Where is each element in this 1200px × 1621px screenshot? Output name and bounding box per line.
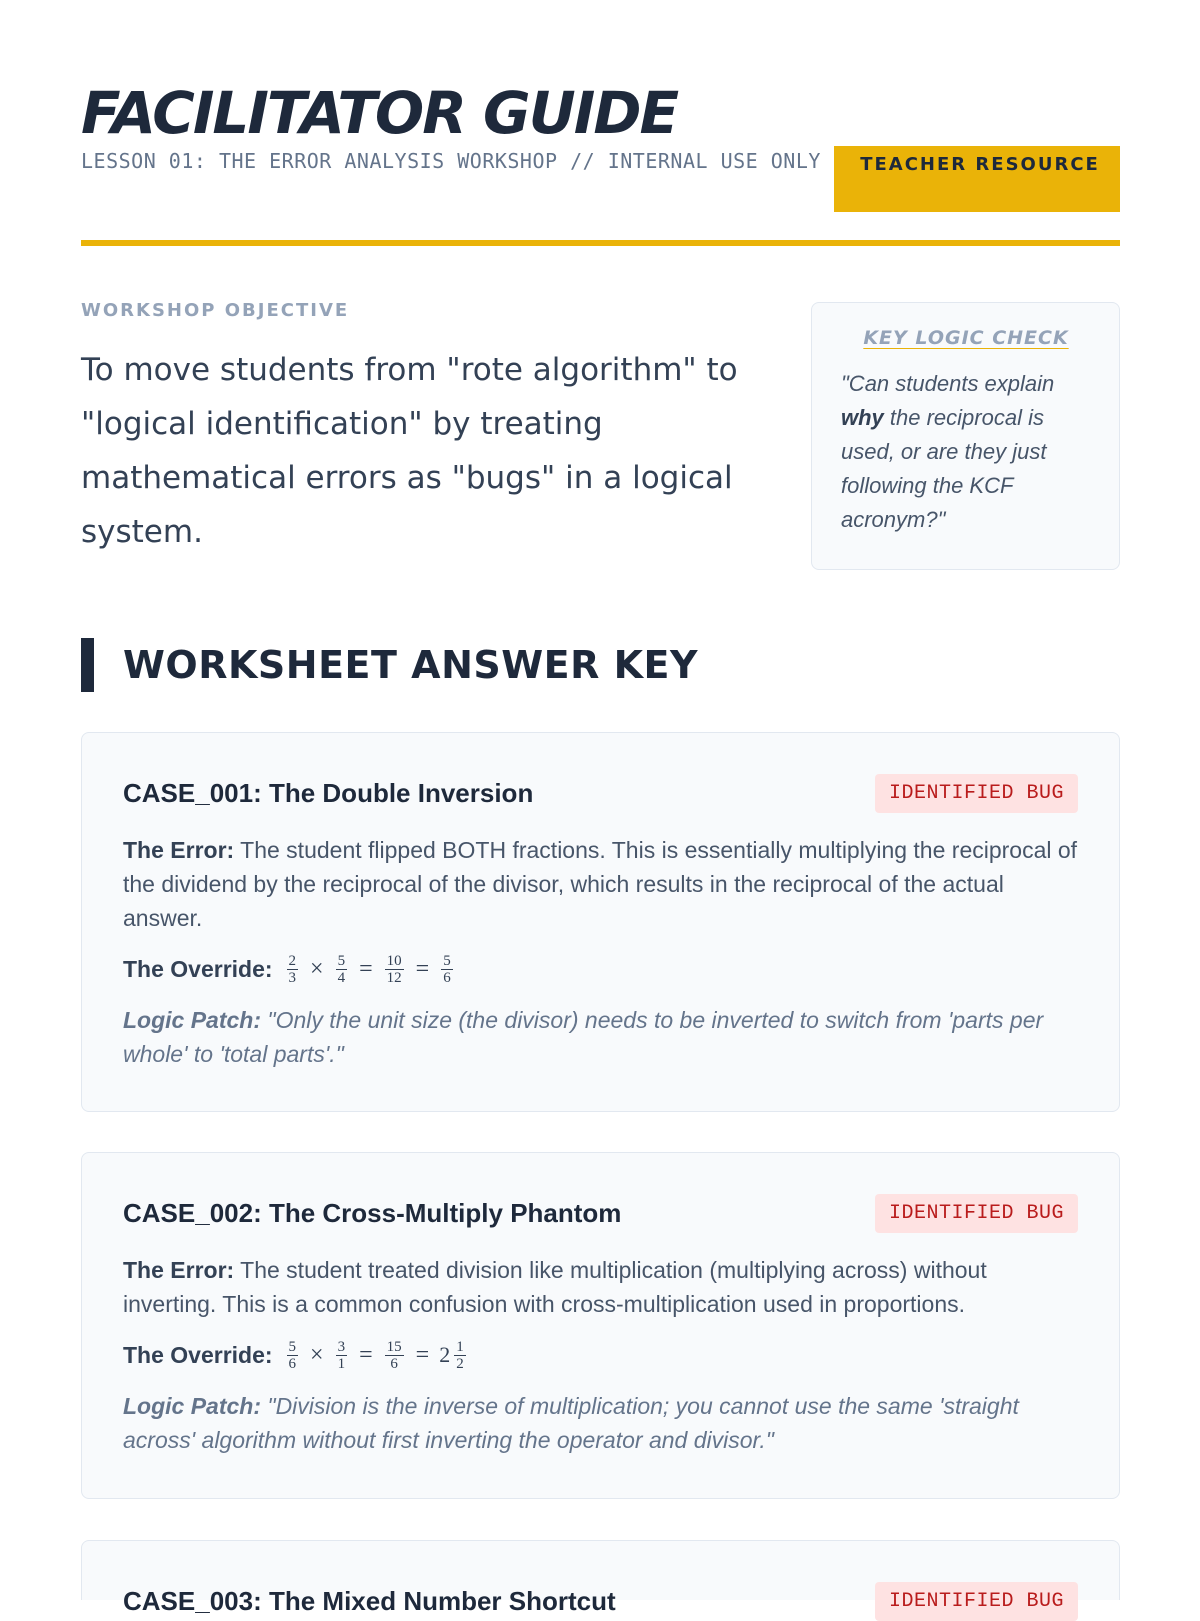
case-card-001	[81, 732, 1120, 1112]
section-title: WORKSHEET ANSWER KEY	[123, 643, 699, 687]
case-header	[123, 773, 1078, 813]
error-label: The Error:	[123, 837, 235, 863]
case-error	[123, 833, 1078, 935]
error-label: The Error:	[123, 1257, 235, 1283]
override-equation	[285, 953, 455, 986]
case-override	[123, 949, 1078, 989]
fraction	[441, 953, 453, 986]
fraction	[287, 953, 299, 986]
case-logic-patch	[123, 1003, 1078, 1071]
denominator: 1	[337, 1355, 346, 1372]
case-card-003	[81, 1540, 1120, 1616]
case-card-002	[81, 1152, 1120, 1499]
error-text: The student flipped BOTH fractions. This is essentially multiplying the reciprocal of the dividend by the reciprocal of the divisor, which results in the reciprocal of the actual answer.	[123, 837, 1078, 931]
case-title: CASE_001: The Double Inversion	[123, 777, 534, 808]
times-symbol: ×	[310, 1341, 324, 1368]
error-text: The student treated division like multiplication (multiplying across) without inverting. This is a common confusion with cross-multiplication used in proportions.	[123, 1257, 987, 1317]
override-label: The Override:	[123, 955, 273, 982]
fraction	[336, 1339, 348, 1372]
numerator: 15	[386, 1338, 402, 1355]
equals-symbol: =	[415, 1341, 430, 1368]
teacher-resource-badge: TEACHER RESOURCE	[834, 146, 1120, 212]
lesson-subtitle: LESSON 01: THE ERROR ANALYSIS WORKSHOP // INTERNAL USE ONLY	[81, 149, 821, 173]
case-title: CASE_003: The Mixed Number Shortcut	[123, 1585, 616, 1616]
logic-check-quote	[841, 367, 1091, 537]
patch-label: Logic Patch:	[123, 1393, 262, 1419]
numerator: 1	[456, 1338, 464, 1355]
denominator: 2	[456, 1355, 464, 1372]
patch-text: "Division is the inverse of multiplication; you cannot use the same 'straight across' algorithm without first inverting the operator and divisor."	[123, 1393, 1019, 1453]
section-heading	[81, 638, 698, 692]
identified-bug-badge: IDENTIFIED BUG	[875, 1582, 1078, 1621]
numerator: 5	[337, 952, 346, 969]
case-header	[123, 1193, 1078, 1233]
quote-start: "Can students explain	[841, 371, 1055, 396]
override-equation	[285, 1339, 468, 1372]
fraction	[287, 1339, 299, 1372]
denominator: 12	[386, 969, 402, 986]
denominator: 4	[337, 969, 346, 986]
whole-number: 2	[439, 1342, 451, 1367]
objective-label: WORKSHOP OBJECTIVE	[81, 300, 350, 321]
numerator: 2	[288, 952, 297, 969]
case-error	[123, 1253, 1078, 1321]
key-logic-check-card	[811, 302, 1120, 570]
case-logic-patch	[123, 1389, 1078, 1457]
numerator: 3	[337, 1338, 346, 1355]
equals-symbol: =	[415, 955, 430, 982]
identified-bug-badge: IDENTIFIED BUG	[875, 774, 1078, 813]
numerator: 5	[443, 952, 451, 969]
header-divider	[81, 240, 1120, 246]
quote-emphasis: why	[841, 405, 884, 430]
logic-check-title: KEY LOGIC CHECK	[863, 327, 1069, 349]
fraction	[385, 1339, 404, 1372]
denominator: 6	[443, 969, 451, 986]
numerator: 10	[386, 952, 402, 969]
fraction	[385, 953, 404, 986]
header	[81, 80, 1120, 212]
quote-end: the reciprocal is used, or are they just following the KCF acronym?"	[841, 405, 1047, 532]
override-label: The Override:	[123, 1341, 273, 1368]
equals-symbol: =	[359, 1341, 373, 1368]
times-symbol: ×	[310, 955, 324, 982]
workshop-objective	[81, 300, 771, 559]
section-accent-bar	[81, 638, 94, 692]
objective-text: To move students from "rote algorithm" to "logical identification" by treating mathematical errors as "bugs" in a logical system.	[81, 352, 738, 550]
subtitle-row	[81, 146, 1120, 212]
page-title: FACILITATOR GUIDE	[81, 79, 678, 147]
denominator: 6	[288, 1355, 297, 1372]
numerator: 5	[288, 1338, 297, 1355]
denominator: 3	[288, 969, 297, 986]
denominator: 6	[390, 1355, 398, 1372]
equals-symbol: =	[359, 955, 373, 982]
fraction	[454, 1339, 466, 1372]
case-title: CASE_002: The Cross-Multiply Phantom	[123, 1197, 622, 1228]
case-override	[123, 1335, 1078, 1375]
patch-text: "Only the unit size (the divisor) needs to be inverted to switch from 'parts per whole' to 'total parts'."	[123, 1007, 1044, 1067]
identified-bug-badge: IDENTIFIED BUG	[875, 1194, 1078, 1233]
patch-label: Logic Patch:	[123, 1007, 262, 1033]
fraction	[336, 953, 348, 986]
case-header	[123, 1581, 1078, 1621]
